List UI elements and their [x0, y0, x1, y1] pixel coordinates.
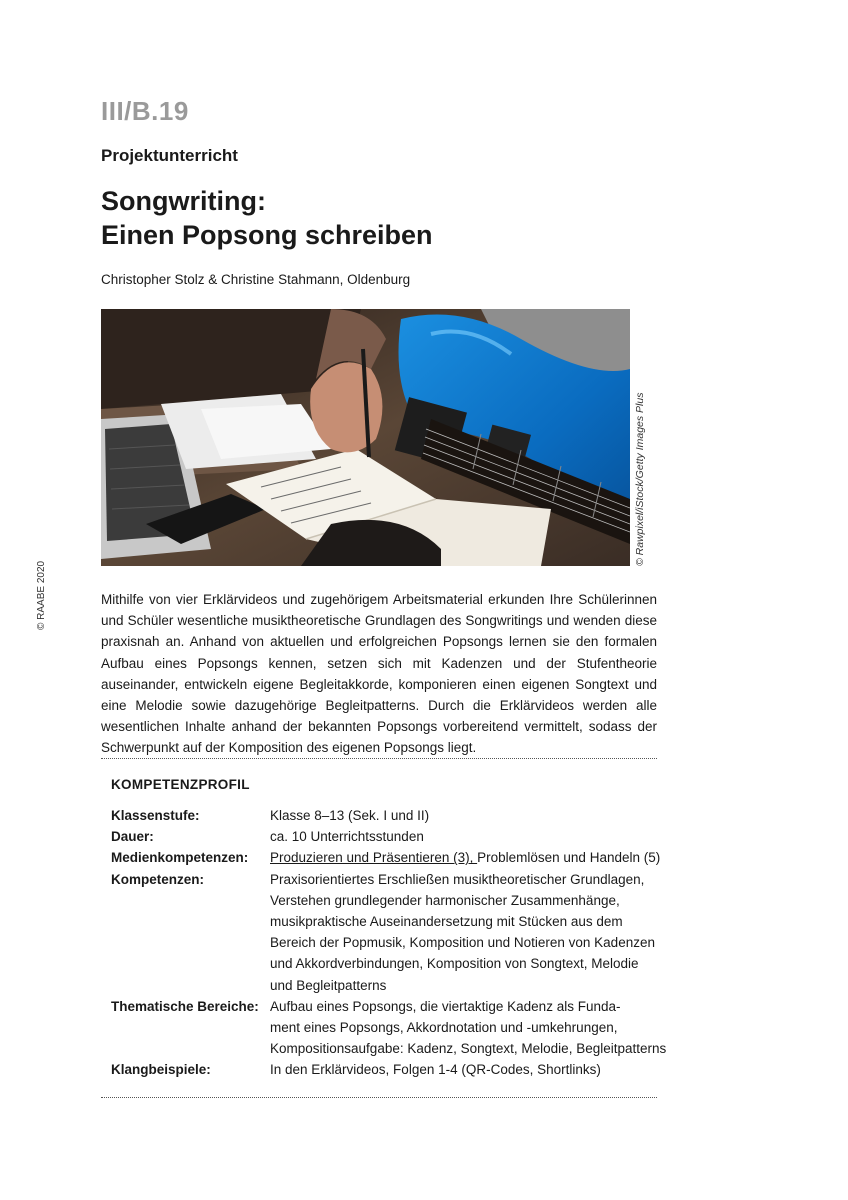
row-medienkompetenzen: [111, 847, 661, 868]
row-kompetenzen: [111, 869, 661, 996]
intro-paragraph: Mithilfe von vier Erklärvideos und zugehörigem Arbeitsmaterial erkunden Ihre Schülerinnen und Schüler wesentliche musiktheoretische Grundlagen des Songwritings und wenden diese praxisnah an. Anhand von aktuellen und erfolgreichen Popsongs lernen sie den formalen Aufbau eines Popsongs kennen, setzen sich mit Kadenzen und der Stufentheorie auseinander, entwickeln eigene Begleitakkorde, komponieren einen eigenen Songtext und eine Melodie sowie dazugehörige Begleitpatterns. Durch die Erklärvideos werden alle wesentlichen Inhalte anhand der bekannten Popsongs vorbereitend vermittelt, sodass der Schwerpunkt auf der Komposition des eigenen Popsongs liegt.: [101, 592, 657, 756]
title-line-1: Songwriting:: [101, 186, 266, 216]
page-title: [101, 184, 433, 252]
value-line: musikpraktische Auseinandersetzung mit Stücken aus dem: [270, 914, 623, 930]
value-line: ment eines Popsongs, Akkordnotation und -umkehrungen,: [270, 1020, 618, 1036]
photo-credit: © Rawpixel/iStock/Getty Images Plus: [634, 392, 646, 566]
row-label: Klassenstufe:: [111, 808, 200, 823]
value-line: und Akkordverbindungen, Komposition von Songtext, Melodie: [270, 956, 639, 972]
document-code: III/B.19: [101, 96, 189, 126]
row-dauer: [111, 826, 661, 847]
value-line: Praxisorientiertes Erschließen musiktheoretischer Grundlagen,: [270, 871, 645, 887]
row-value: In den Erklärvideos, Folgen 1-4 (QR-Codes, Shortlinks): [270, 1062, 601, 1078]
value-line: und Begleitpatterns: [270, 977, 387, 993]
row-value: [270, 869, 661, 996]
row-klangbeispiele: [111, 1059, 661, 1080]
row-value: Klasse 8–13 (Sek. I und II): [270, 808, 430, 823]
competence-profile: [111, 805, 667, 1081]
guitar-songwriting-illustration: [101, 309, 630, 566]
row-klassenstufe: [111, 805, 661, 826]
row-label: Medienkompetenzen:: [111, 850, 249, 866]
value-line: Aufbau eines Popsongs, die viertaktige Kadenz als Funda-: [270, 998, 621, 1014]
row-value: [270, 996, 666, 1060]
value-line: Kompositionsaufgabe: Kadenz, Songtext, Melodie, Begleitpatterns: [270, 1041, 667, 1057]
side-copyright: © RAABE 2020: [36, 560, 47, 630]
row-label: Thematische Bereiche:: [111, 998, 259, 1014]
value-line: Verstehen grundlegender harmonischer Zusammenhänge,: [270, 892, 620, 908]
row-label: Dauer:: [111, 829, 154, 845]
category-label: Projektunterricht: [101, 146, 238, 165]
cover-photo: [101, 309, 630, 566]
intro-text: [101, 589, 657, 759]
divider-bottom: [101, 1097, 657, 1098]
row-label: Klangbeispiele:: [111, 1062, 211, 1078]
divider-top: [101, 758, 657, 759]
competence-rest: Problemlösen und Handeln (5): [477, 850, 661, 866]
row-value: ca. 10 Unterrichtsstunden: [270, 829, 424, 845]
underlined-competence: Produzieren und Präsentieren (3),: [270, 850, 478, 866]
authors: Christopher Stolz & Christine Stahmann, Oldenburg: [101, 272, 411, 287]
row-value: [270, 847, 661, 868]
profile-heading: KOMPETENZPROFIL: [111, 777, 250, 792]
title-line-2: Einen Popsong schreiben: [101, 220, 433, 250]
row-thematische-bereiche: [111, 996, 667, 1060]
value-line: Bereich der Popmusik, Komposition und Notieren von Kadenzen: [270, 935, 655, 951]
row-label: Kompetenzen:: [111, 871, 205, 887]
